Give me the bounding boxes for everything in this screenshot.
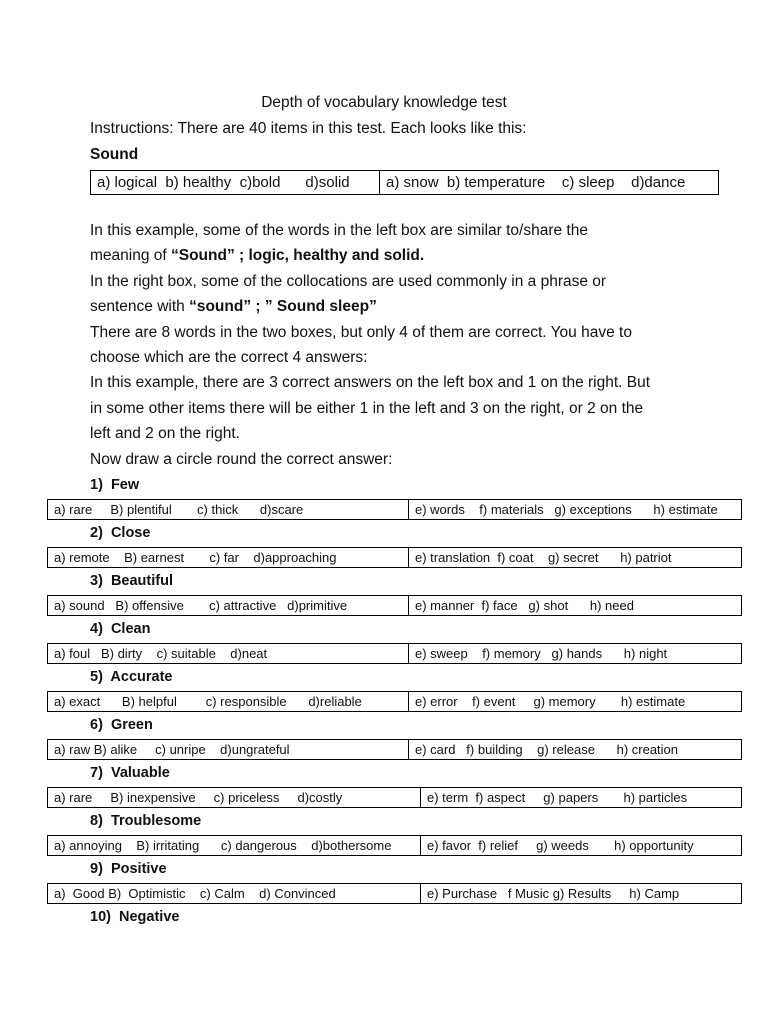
example-table bbox=[90, 170, 719, 195]
collocations-cell: e) translation f) coat g) secret h) patriot bbox=[415, 550, 672, 565]
paragraph-line: There are 8 words in the two boxes, but only 4 of them are correct. You have to bbox=[90, 324, 632, 341]
synonyms-cell: a) rare B) inexpensive c) priceless d)costly bbox=[48, 788, 421, 807]
example-synonyms-cell: a) logical b) healthy c)bold d)solid bbox=[91, 171, 380, 194]
paragraph-line: In this example, there are 3 correct answers on the left box and 1 on the right. But bbox=[90, 374, 651, 391]
item-row bbox=[47, 499, 742, 520]
item-heading: 6) Green bbox=[90, 717, 153, 733]
item-row bbox=[47, 547, 742, 568]
synonyms-cell: a) Good B) Optimistic c) Calm d) Convinced bbox=[48, 884, 421, 903]
item-row bbox=[47, 595, 742, 616]
paragraph-line: In the right box, some of the collocations are used commonly in a phrase or bbox=[90, 273, 607, 290]
synonyms-cell: a) raw B) alike c) unripe d)ungrateful bbox=[48, 740, 409, 759]
collocations-cell: e) card f) building g) release h) creation bbox=[415, 742, 679, 757]
collocations-cell: e) error f) event g) memory h) estimate bbox=[415, 694, 686, 709]
synonyms-cell: a) sound B) offensive c) attractive d)primitive bbox=[48, 596, 409, 615]
paragraph-line: choose which are the correct 4 answers: bbox=[90, 349, 368, 366]
item-heading: 3) Beautiful bbox=[90, 573, 173, 589]
paragraph-text: sentence with bbox=[90, 298, 190, 315]
item-row bbox=[47, 835, 742, 856]
collocations-cell: e) term f) aspect g) papers h) particles bbox=[427, 790, 688, 805]
item-row bbox=[47, 883, 742, 904]
collocations-cell: e) manner f) face g) shot h) need bbox=[415, 598, 634, 613]
paragraph-line: In this example, some of the words in the left box are similar to/share the bbox=[90, 222, 588, 239]
example-collocations-cell: a) snow b) temperature c) sleep d)dance bbox=[386, 174, 686, 191]
paragraph-line bbox=[90, 298, 690, 316]
item-heading: 2) Close bbox=[90, 525, 151, 541]
example-word: Sound bbox=[90, 146, 139, 163]
paragraph-emphasis: “Sound” ; logic, healthy and solid. bbox=[171, 247, 425, 264]
document-title: Depth of vocabulary knowledge test bbox=[261, 94, 507, 111]
item-heading: 8) Troublesome bbox=[90, 813, 202, 829]
synonyms-cell: a) annoying B) irritating c) dangerous d)bothersome bbox=[48, 836, 421, 855]
paragraph-emphasis: “sound” ; ” Sound sleep” bbox=[189, 298, 377, 315]
paragraph-line: left and 2 on the right. bbox=[90, 425, 240, 442]
synonyms-cell: a) foul B) dirty c) suitable d)neat bbox=[48, 644, 409, 663]
collocations-cell: e) words f) materials g) exceptions h) estimate bbox=[415, 502, 718, 517]
item-heading: 10) Negative bbox=[90, 909, 180, 925]
instructions: Instructions: There are 40 items in this test. Each looks like this: bbox=[90, 120, 527, 137]
item-row bbox=[47, 787, 742, 808]
paragraph-line: in some other items there will be either 1 in the left and 3 on the right, or 2 on the bbox=[90, 400, 644, 417]
paragraph-line: Now draw a circle round the correct answer: bbox=[90, 451, 393, 468]
paragraph-line bbox=[90, 247, 690, 265]
collocations-cell: e) favor f) relief g) weeds h) opportunity bbox=[427, 838, 694, 853]
paragraph-text: meaning of bbox=[90, 247, 171, 264]
synonyms-cell: a) rare B) plentiful c) thick d)scare bbox=[48, 500, 409, 519]
item-heading: 7) Valuable bbox=[90, 765, 170, 781]
collocations-cell: e) sweep f) memory g) hands h) night bbox=[415, 646, 668, 661]
item-heading: 9) Positive bbox=[90, 861, 167, 877]
item-heading: 4) Clean bbox=[90, 621, 151, 637]
item-row bbox=[47, 643, 742, 664]
synonyms-cell: a) remote B) earnest c) far d)approaching bbox=[48, 548, 409, 567]
synonyms-cell: a) exact B) helpful c) responsible d)reliable bbox=[48, 692, 409, 711]
item-row bbox=[47, 691, 742, 712]
collocations-cell: e) Purchase f Music g) Results h) Camp bbox=[427, 886, 680, 901]
item-row bbox=[47, 739, 742, 760]
item-heading: 1) Few bbox=[90, 477, 140, 493]
item-heading: 5) Accurate bbox=[90, 669, 173, 685]
